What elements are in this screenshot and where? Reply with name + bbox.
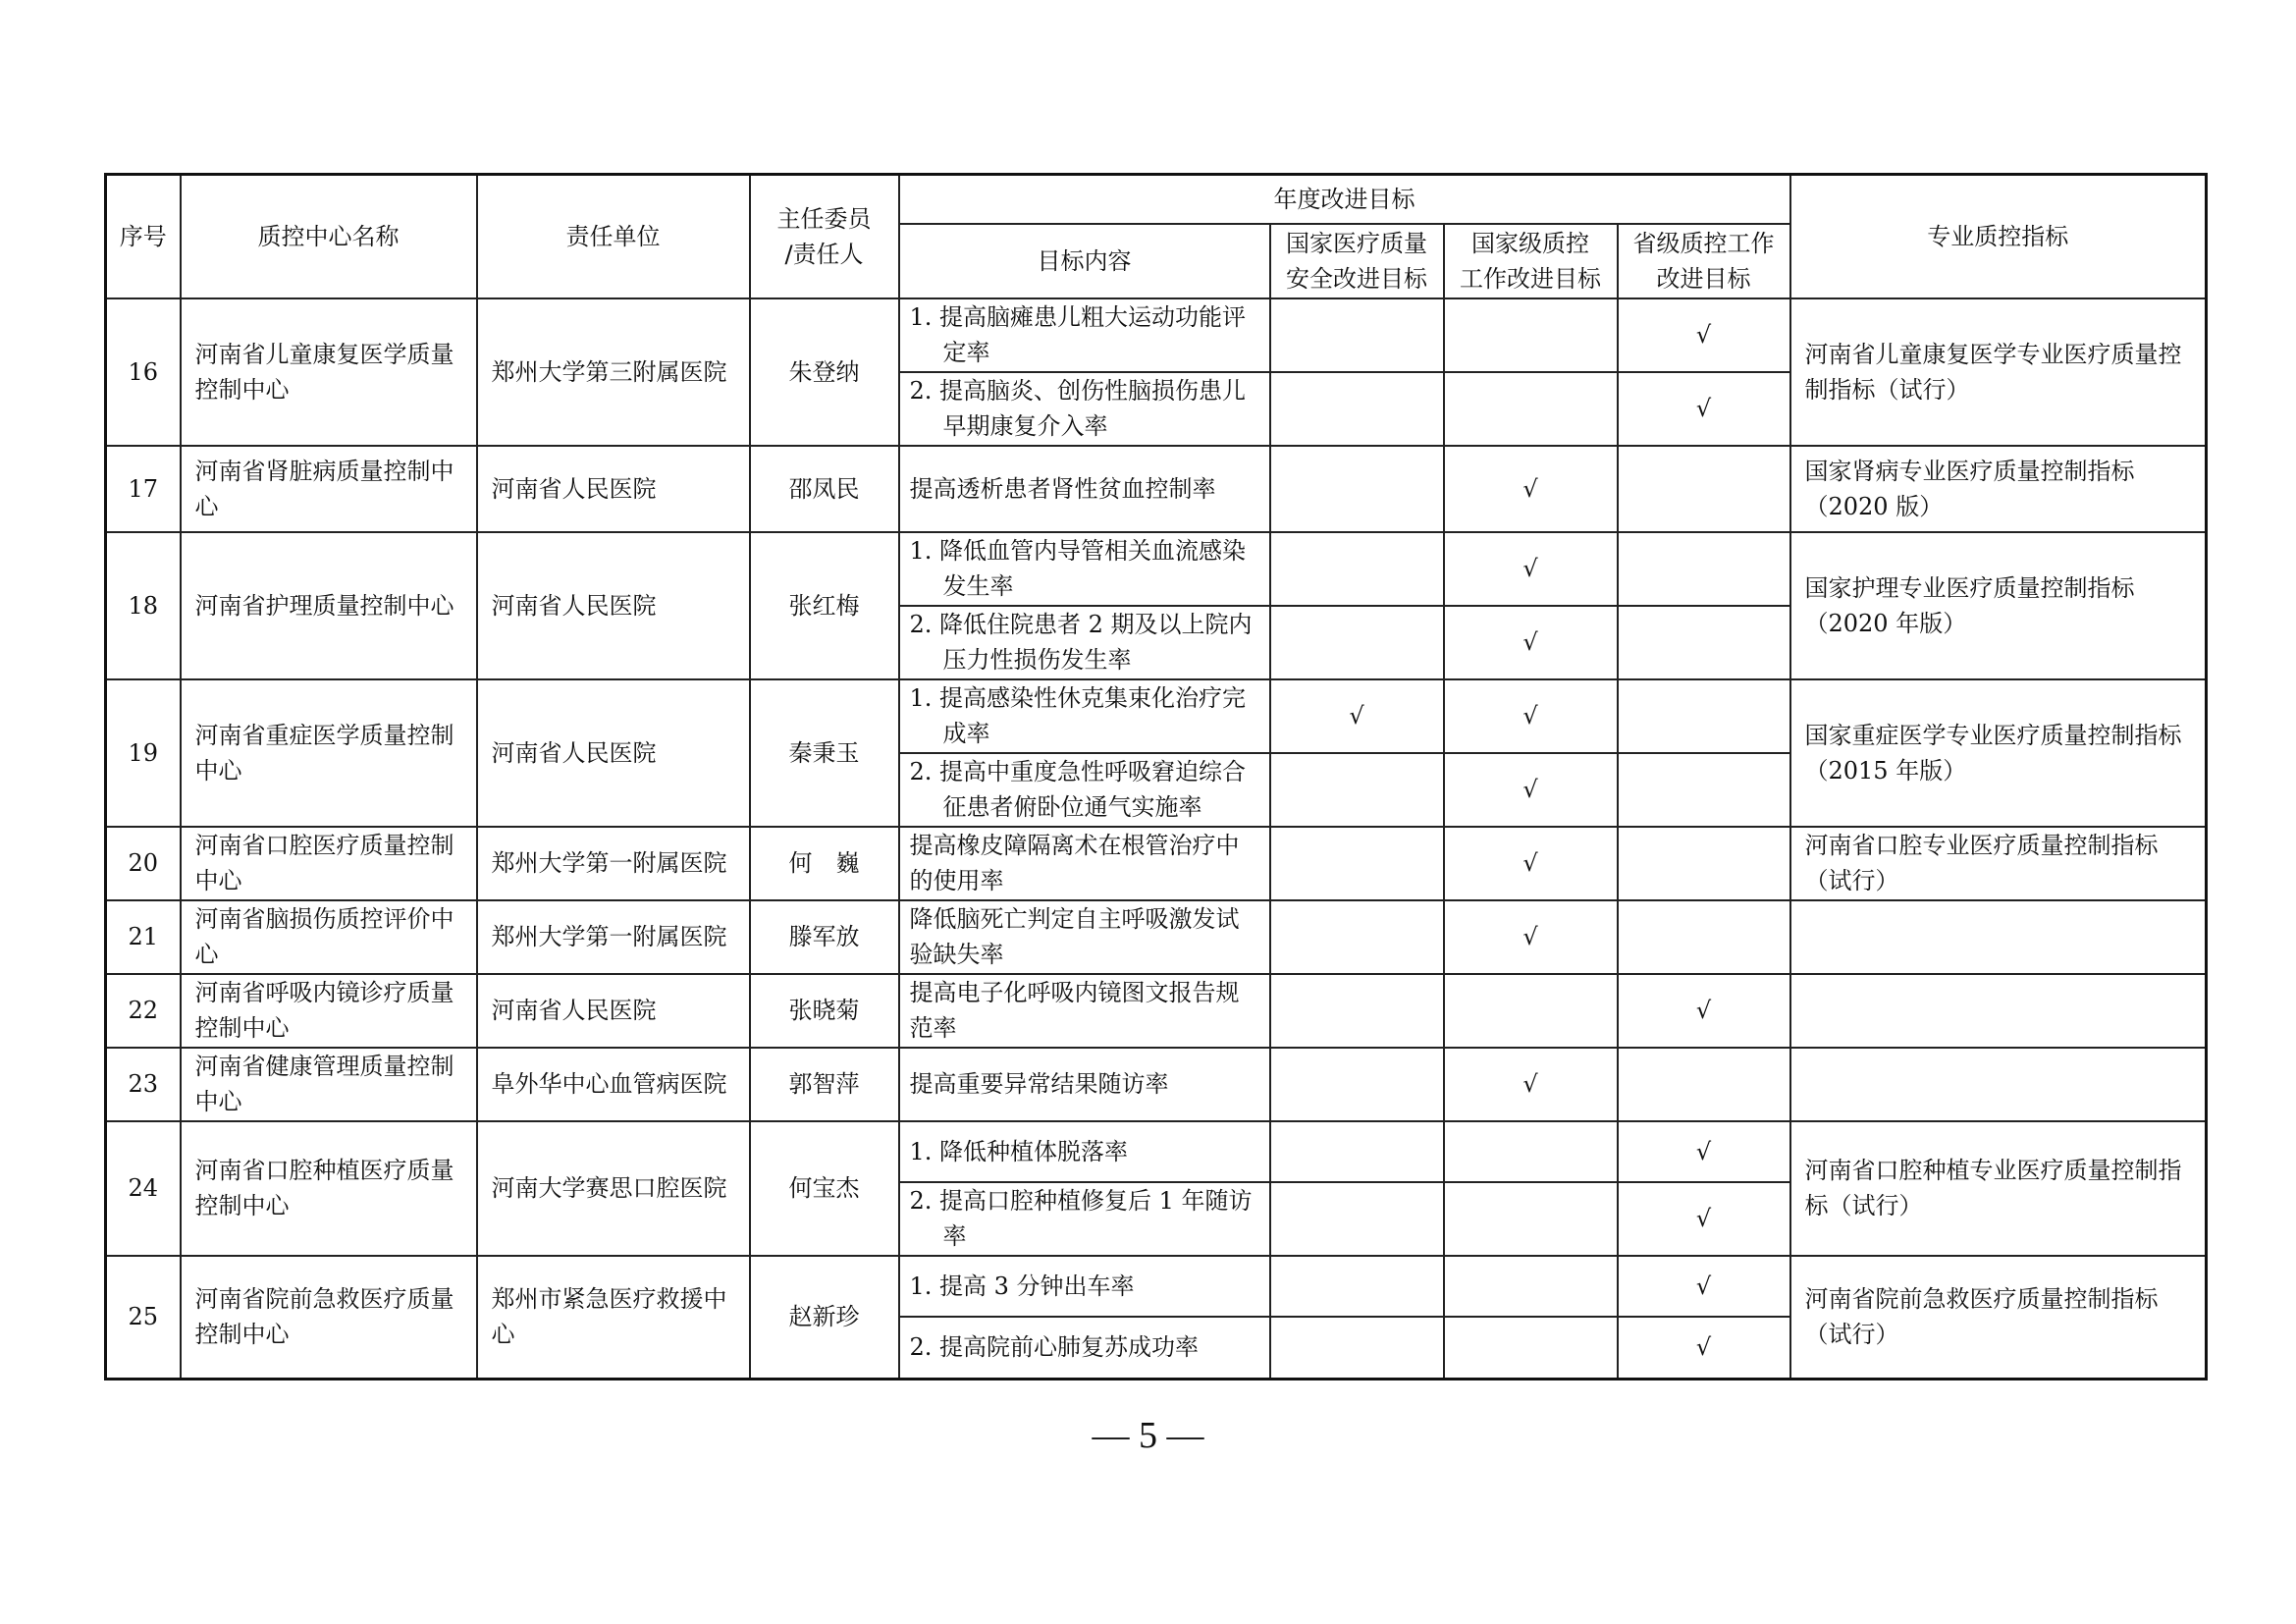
row-number: 21 (106, 900, 181, 974)
header-provincial-line2: 改进目标 (1656, 264, 1751, 293)
header-director-line2: /责任人 (784, 240, 864, 268)
national-quality-check (1270, 532, 1444, 606)
provincial-check: √ (1618, 1121, 1790, 1182)
table-row (106, 446, 2207, 532)
responsible-unit: 郑州市紧急医疗救援中心 (477, 1256, 750, 1380)
director-name: 张晓菊 (750, 974, 899, 1048)
quality-control-table (104, 173, 2208, 1380)
header-annual-goal: 年度改进目标 (899, 175, 1790, 224)
director-name: 滕军放 (750, 900, 899, 974)
goal-content: 提高重要异常结果随访率 (899, 1048, 1270, 1121)
national-quality-check (1270, 1317, 1444, 1380)
goal-content: 1. 提高感染性休克集束化治疗完成率 (899, 679, 1270, 753)
provincial-check (1618, 827, 1790, 900)
director-name: 赵新珍 (750, 1256, 899, 1380)
header-national-quality-line1: 国家医疗质量 (1286, 229, 1427, 257)
header-national-control (1444, 224, 1618, 298)
goal-content: 2. 提高中重度急性呼吸窘迫综合征患者俯卧位通气实施率 (899, 753, 1270, 827)
goal-content: 2. 提高脑炎、创伤性脑损伤患儿早期康复介入率 (899, 372, 1270, 446)
header-national-quality-line2: 安全改进目标 (1286, 264, 1427, 293)
center-name: 河南省脑损伤质控评价中心 (181, 900, 477, 974)
director-name: 何 巍 (750, 827, 899, 900)
quality-indicator: 国家护理专业医疗质量控制指标（2020 年版） (1790, 532, 2207, 679)
goal-content: 提高透析患者肾性贫血控制率 (899, 446, 1270, 532)
center-name: 河南省健康管理质量控制中心 (181, 1048, 477, 1121)
header-national-control-line1: 国家级质控 (1471, 229, 1589, 257)
quality-indicator: 河南省口腔种植专业医疗质量控制指标（试行） (1790, 1121, 2207, 1256)
national-control-check (1444, 372, 1618, 446)
national-quality-check (1270, 606, 1444, 679)
table-body (106, 298, 2207, 1380)
center-name: 河南省肾脏病质量控制中心 (181, 446, 477, 532)
responsible-unit: 郑州大学第一附属医院 (477, 827, 750, 900)
national-control-check: √ (1444, 532, 1618, 606)
national-quality-check (1270, 446, 1444, 532)
row-number: 23 (106, 1048, 181, 1121)
national-control-check: √ (1444, 679, 1618, 753)
table-row (106, 532, 2207, 606)
provincial-check (1618, 753, 1790, 827)
center-name: 河南省口腔种植医疗质量控制中心 (181, 1121, 477, 1256)
responsible-unit: 河南省人民医院 (477, 446, 750, 532)
national-quality-check (1270, 900, 1444, 974)
national-control-check: √ (1444, 446, 1618, 532)
row-number: 16 (106, 298, 181, 446)
provincial-check (1618, 679, 1790, 753)
national-control-check (1444, 1256, 1618, 1317)
responsible-unit: 阜外华中心血管病医院 (477, 1048, 750, 1121)
provincial-check (1618, 532, 1790, 606)
row-number: 22 (106, 974, 181, 1048)
goal-content: 2. 提高院前心肺复苏成功率 (899, 1317, 1270, 1380)
director-name: 何宝杰 (750, 1121, 899, 1256)
national-control-check (1444, 1182, 1618, 1256)
header-director-line1: 主任委员 (776, 204, 872, 233)
national-control-check: √ (1444, 900, 1618, 974)
goal-content: 提高橡皮障隔离术在根管治疗中的使用率 (899, 827, 1270, 900)
goal-content: 提高电子化呼吸内镜图文报告规范率 (899, 974, 1270, 1048)
goal-content: 2. 提高口腔种植修复后 1 年随访率 (899, 1182, 1270, 1256)
director-name: 朱登纳 (750, 298, 899, 446)
goal-content: 2. 降低住院患者 2 期及以上院内压力性损伤发生率 (899, 606, 1270, 679)
responsible-unit: 郑州大学第三附属医院 (477, 298, 750, 446)
responsible-unit: 郑州大学第一附属医院 (477, 900, 750, 974)
provincial-check: √ (1618, 1256, 1790, 1317)
center-name: 河南省呼吸内镜诊疗质量控制中心 (181, 974, 477, 1048)
director-name: 郭智萍 (750, 1048, 899, 1121)
header-national-quality (1270, 224, 1444, 298)
national-quality-check (1270, 1182, 1444, 1256)
quality-indicator (1790, 974, 2207, 1048)
provincial-check (1618, 900, 1790, 974)
director-name: 秦秉玉 (750, 679, 899, 827)
quality-indicator: 国家重症医学专业医疗质量控制指标（2015 年版） (1790, 679, 2207, 827)
header-director (750, 175, 899, 298)
provincial-check: √ (1618, 974, 1790, 1048)
center-name: 河南省口腔医疗质量控制中心 (181, 827, 477, 900)
header-seq: 序号 (106, 175, 181, 298)
table-row (106, 900, 2207, 974)
center-name: 河南省院前急救医疗质量控制中心 (181, 1256, 477, 1380)
goal-content: 1. 降低血管内导管相关血流感染发生率 (899, 532, 1270, 606)
provincial-check (1618, 606, 1790, 679)
quality-indicator: 国家肾病专业医疗质量控制指标（2020 版） (1790, 446, 2207, 532)
table-row (106, 974, 2207, 1048)
national-quality-check (1270, 827, 1444, 900)
national-control-check (1444, 1121, 1618, 1182)
table-row (106, 679, 2207, 753)
row-number: 17 (106, 446, 181, 532)
quality-indicator (1790, 900, 2207, 974)
national-quality-check (1270, 372, 1444, 446)
table-row (106, 827, 2207, 900)
row-number: 19 (106, 679, 181, 827)
national-quality-check (1270, 1121, 1444, 1182)
provincial-check: √ (1618, 372, 1790, 446)
goal-content: 1. 降低种植体脱落率 (899, 1121, 1270, 1182)
national-quality-check (1270, 298, 1444, 372)
center-name: 河南省儿童康复医学质量控制中心 (181, 298, 477, 446)
center-name: 河南省重症医学质量控制中心 (181, 679, 477, 827)
responsible-unit: 河南省人民医院 (477, 532, 750, 679)
national-control-check (1444, 298, 1618, 372)
quality-indicator: 河南省院前急救医疗质量控制指标（试行） (1790, 1256, 2207, 1380)
national-control-check: √ (1444, 606, 1618, 679)
provincial-check: √ (1618, 1182, 1790, 1256)
provincial-check (1618, 446, 1790, 532)
header-provincial (1618, 224, 1790, 298)
responsible-unit: 河南大学赛思口腔医院 (477, 1121, 750, 1256)
national-control-check: √ (1444, 1048, 1618, 1121)
responsible-unit: 河南省人民医院 (477, 679, 750, 827)
provincial-check: √ (1618, 1317, 1790, 1380)
director-name: 张红梅 (750, 532, 899, 679)
quality-indicator (1790, 1048, 2207, 1121)
national-quality-check (1270, 974, 1444, 1048)
row-number: 20 (106, 827, 181, 900)
header-unit: 责任单位 (477, 175, 750, 298)
national-quality-check (1270, 1048, 1444, 1121)
provincial-check: √ (1618, 298, 1790, 372)
header-indicators: 专业质控指标 (1790, 175, 2207, 298)
header-goal-content: 目标内容 (899, 224, 1270, 298)
goal-content: 1. 提高脑瘫患儿粗大运动功能评定率 (899, 298, 1270, 372)
national-quality-check (1270, 1256, 1444, 1317)
national-quality-check (1270, 753, 1444, 827)
goal-content: 1. 提高 3 分钟出车率 (899, 1256, 1270, 1317)
row-number: 24 (106, 1121, 181, 1256)
page-number: — 5 — (1092, 1415, 1204, 1456)
provincial-check (1618, 1048, 1790, 1121)
header-national-control-line2: 工作改进目标 (1460, 264, 1601, 293)
row-number: 25 (106, 1256, 181, 1380)
quality-indicator: 河南省儿童康复医学专业医疗质量控制指标（试行） (1790, 298, 2207, 446)
director-name: 邵凤民 (750, 446, 899, 532)
national-control-check: √ (1444, 753, 1618, 827)
table-row (106, 1048, 2207, 1121)
responsible-unit: 河南省人民医院 (477, 974, 750, 1048)
goal-content: 降低脑死亡判定自主呼吸激发试验缺失率 (899, 900, 1270, 974)
table-row (106, 1256, 2207, 1317)
table-row (106, 1121, 2207, 1182)
table-row (106, 298, 2207, 372)
center-name: 河南省护理质量控制中心 (181, 532, 477, 679)
national-control-check (1444, 1317, 1618, 1380)
quality-indicator: 河南省口腔专业医疗质量控制指标（试行） (1790, 827, 2207, 900)
header-provincial-line1: 省级质控工作 (1632, 229, 1775, 257)
header-center-name: 质控中心名称 (181, 175, 477, 298)
national-control-check: √ (1444, 827, 1618, 900)
row-number: 18 (106, 532, 181, 679)
national-control-check (1444, 974, 1618, 1048)
national-quality-check: √ (1270, 679, 1444, 753)
